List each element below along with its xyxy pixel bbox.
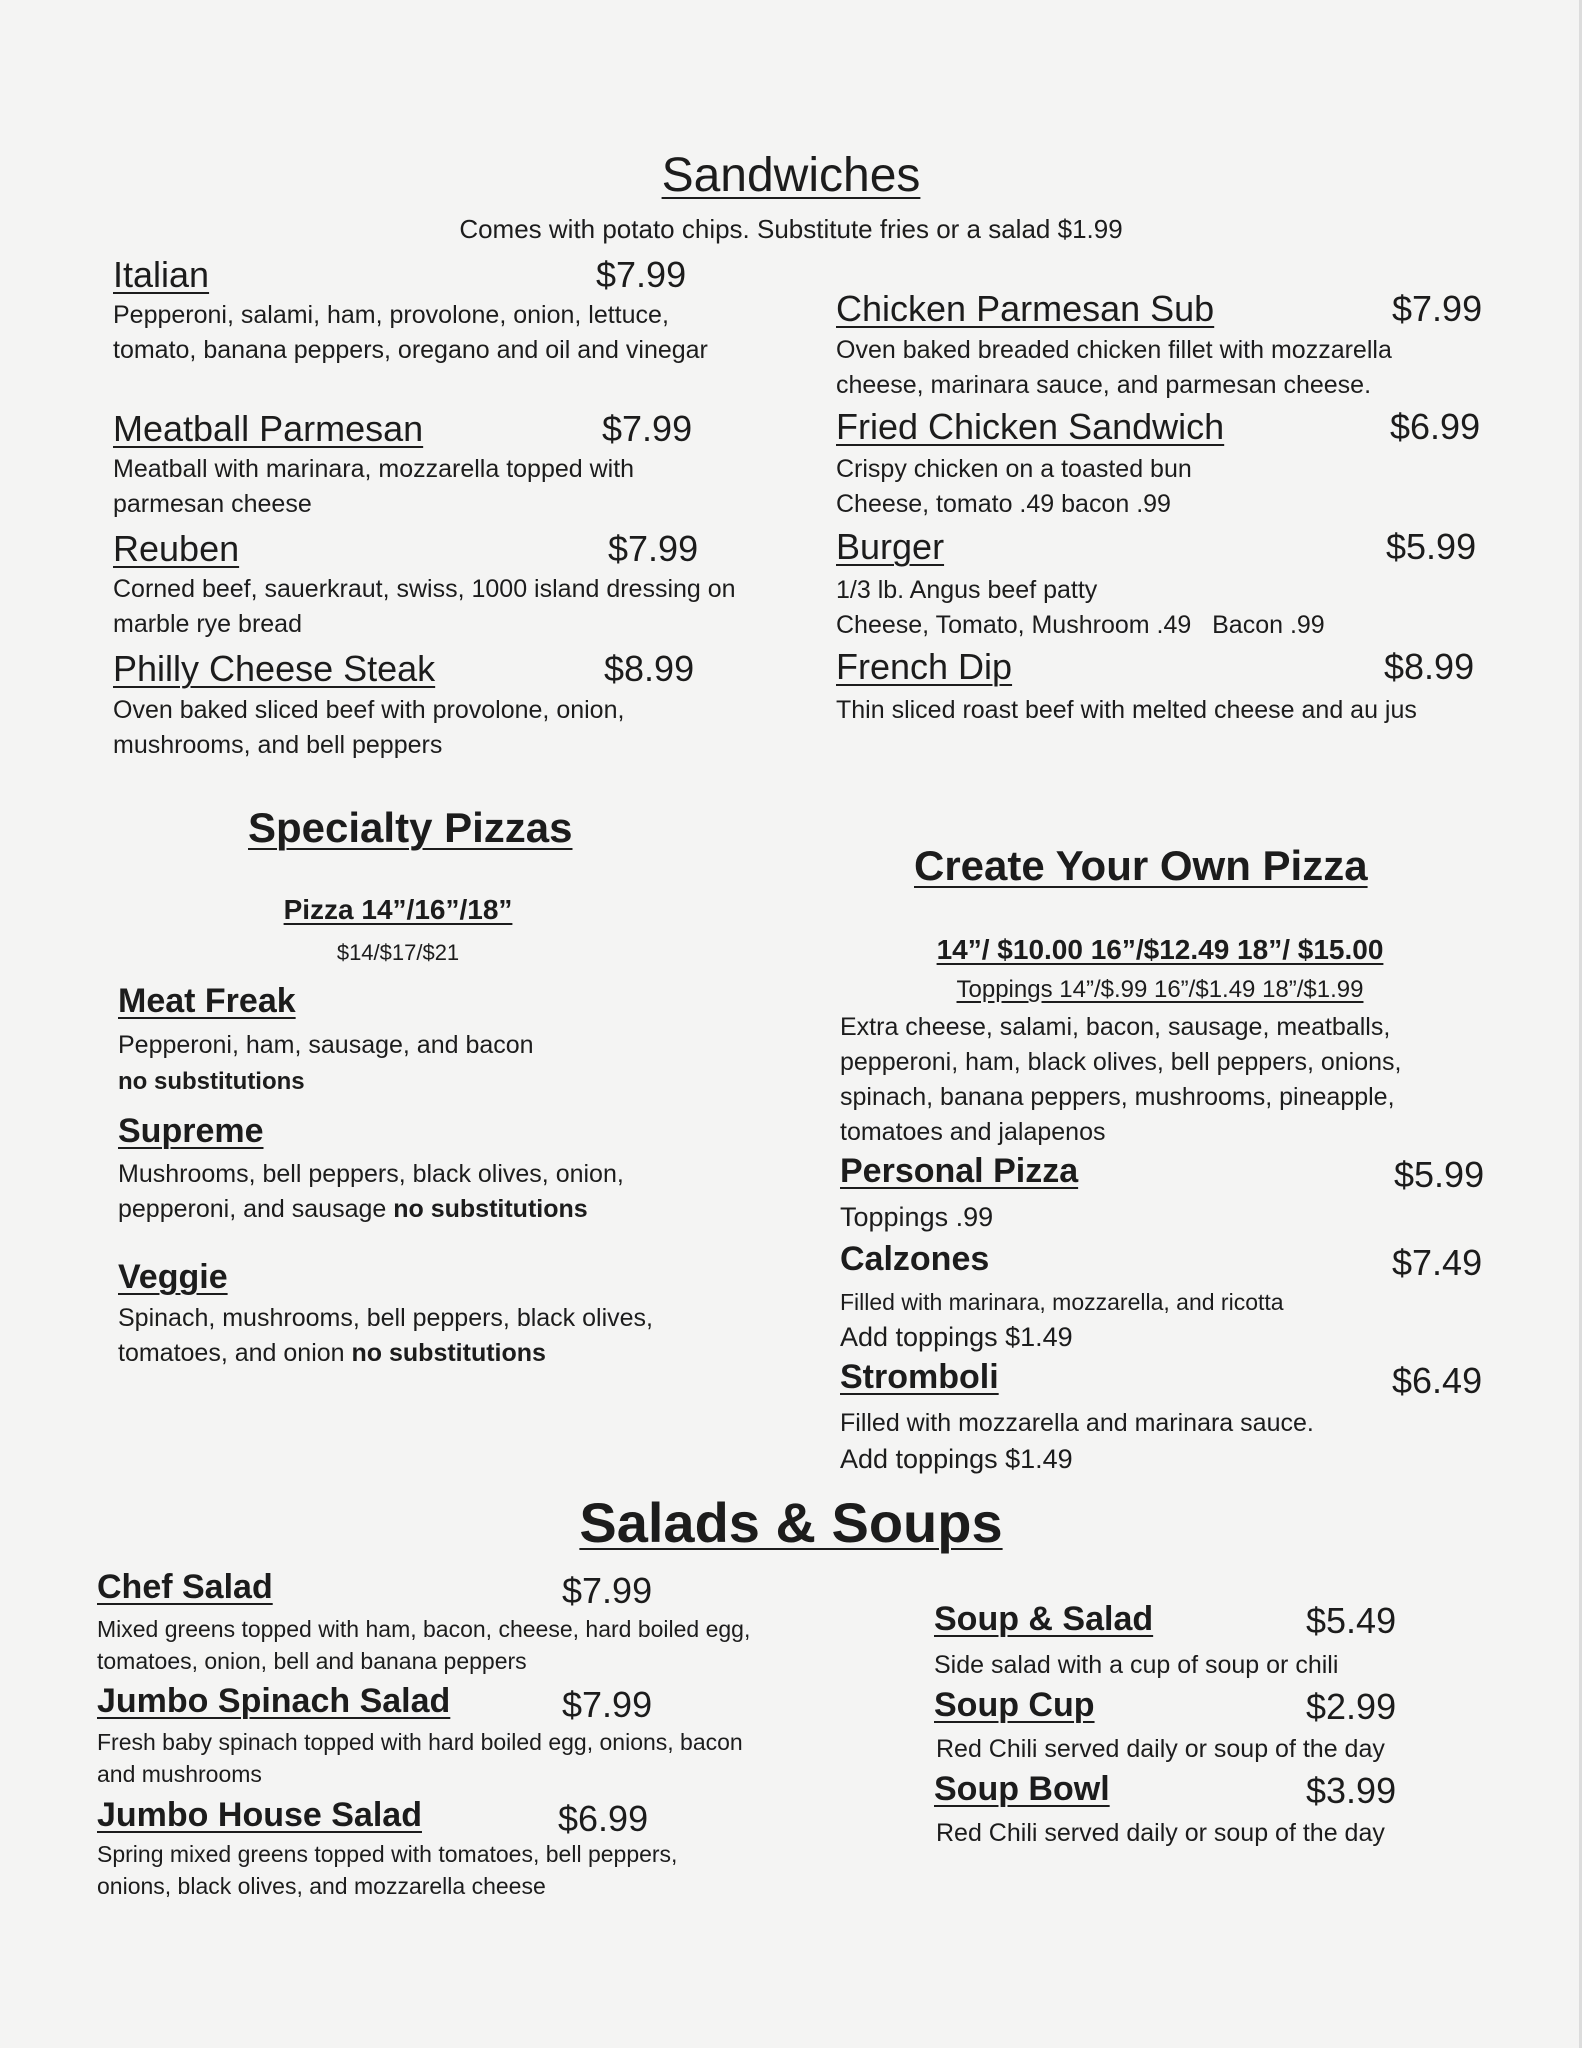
- item-name-meatball-parmesan: Meatball Parmesan: [113, 408, 424, 449]
- pizza-desc-meat-freak: Pepperoni, ham, sausage, and bacon: [118, 1031, 534, 1059]
- item-price-calzones: $7.49: [1392, 1242, 1483, 1283]
- item-name-reuben: Reuben: [113, 528, 240, 569]
- item-name-chef-salad: Chef Salad: [97, 1568, 273, 1606]
- item-name-calzones: Calzones: [840, 1240, 990, 1278]
- item-price-jumbo-house-salad: $6.99: [558, 1798, 649, 1839]
- item-name-philly-cheese-steak: Philly Cheese Steak: [113, 648, 436, 689]
- item-name-soup-and-salad: Soup & Salad: [934, 1600, 1154, 1638]
- cyop-title: Create Your Own Pizza: [914, 842, 1368, 889]
- item-desc-burger: 1/3 lb. Angus beef patty: [836, 576, 1098, 604]
- item-price-reuben: $7.99: [608, 528, 699, 569]
- item-price-personal-pizza: $5.99: [1394, 1154, 1485, 1195]
- item-addon-burger: Cheese, Tomato, Mushroom .49 Bacon .99: [836, 611, 1325, 639]
- item-desc-french-dip: Thin sliced roast beef with melted cheese and au jus: [836, 696, 1417, 724]
- pizza-note-veggie: no substitutions: [351, 1339, 546, 1367]
- specialty-title: Specialty Pizzas: [248, 804, 573, 851]
- item-desc-italian: Pepperoni, salami, ham, provolone, onion, lettuce, tomato, banana peppers, oregano and oil and vinegar: [113, 301, 708, 364]
- item-name-chicken-parmesan-sub: Chicken Parmesan Sub: [836, 288, 1215, 329]
- item-price-italian: $7.99: [596, 254, 687, 295]
- item-desc-fried-chicken-sandwich: Crispy chicken on a toasted bun: [836, 455, 1192, 483]
- pizza-name-veggie: Veggie: [118, 1258, 228, 1296]
- pizza-desc-veggie: Spinach, mushrooms, bell peppers, black olives, tomatoes, and onion no substitutions: [118, 1304, 653, 1367]
- item-desc-calzones: Filled with marinara, mozzarella, and ricotta: [840, 1289, 1284, 1315]
- item-name-jumbo-spinach-salad: Jumbo Spinach Salad: [97, 1682, 451, 1720]
- item-desc-reuben: Corned beef, sauerkraut, swiss, 1000 island dressing on marble rye bread: [113, 575, 736, 638]
- cyop-toppings-list: Extra cheese, salami, bacon, sausage, meatballs, pepperoni, ham, black olives, bell peppers, onions, spinach, banana peppers, mushrooms, pineapple, tomatoes and jalapenos: [840, 1013, 1402, 1146]
- item-name-soup-bowl: Soup Bowl: [934, 1770, 1110, 1808]
- item-price-stromboli: $6.49: [1392, 1360, 1483, 1401]
- item-desc-soup-and-salad: Side salad with a cup of soup or chili: [934, 1651, 1339, 1679]
- item-price-chef-salad: $7.99: [562, 1570, 653, 1611]
- cyop-sizes: 14”/ $10.00 16”/$12.49 18”/ $15.00: [936, 934, 1384, 965]
- item-price-jumbo-spinach-salad: $7.99: [562, 1684, 653, 1725]
- item-price-philly-cheese-steak: $8.99: [604, 648, 695, 689]
- pizza-note-supreme: no substitutions: [393, 1195, 588, 1223]
- item-name-italian: Italian: [113, 254, 210, 295]
- pizza-name-supreme: Supreme: [118, 1112, 264, 1150]
- item-name-personal-pizza: Personal Pizza: [840, 1152, 1079, 1190]
- item-addon-calzones: Add toppings $1.49: [840, 1322, 1073, 1352]
- sandwiches-subtitle: Comes with potato chips. Substitute fries or a salad $1.99: [459, 214, 1123, 244]
- item-price-meatball-parmesan: $7.99: [602, 408, 693, 449]
- item-desc-jumbo-spinach-salad: Fresh baby spinach topped with hard boiled egg, onions, bacon and mushrooms: [97, 1729, 743, 1787]
- item-name-french-dip: French Dip: [836, 646, 1013, 687]
- item-desc-chef-salad: Mixed greens topped with ham, bacon, cheese, hard boiled egg, tomatoes, onion, bell and banana peppers: [97, 1616, 751, 1674]
- item-desc-stromboli: Filled with mozzarella and marinara sauce.: [840, 1409, 1314, 1437]
- item-price-soup-bowl: $3.99: [1306, 1770, 1397, 1811]
- sandwiches-title: Sandwiches: [661, 149, 921, 202]
- pizza-desc-supreme: Mushrooms, bell peppers, black olives, onion, pepperoni, and sausage no substitutions: [118, 1160, 624, 1223]
- item-price-soup-and-salad: $5.49: [1306, 1600, 1397, 1641]
- item-name-burger: Burger: [836, 526, 945, 567]
- specialty-size-prices: $14/$17/$21: [336, 940, 460, 965]
- item-desc-philly-cheese-steak: Oven baked sliced beef with provolone, onion, mushrooms, and bell peppers: [113, 696, 625, 759]
- item-desc-meatball-parmesan: Meatball with marinara, mozzarella topped with parmesan cheese: [113, 455, 635, 518]
- item-addon-stromboli: Add toppings $1.49: [840, 1444, 1073, 1474]
- item-desc-soup-bowl: Red Chili served daily or soup of the day: [936, 1819, 1385, 1847]
- salads-title: Salads & Soups: [579, 1491, 1003, 1554]
- item-name-jumbo-house-salad: Jumbo House Salad: [97, 1796, 422, 1834]
- cyop-toppings-price: Toppings 14”/$.99 16”/$1.49 18”/$1.99: [956, 976, 1364, 1003]
- specialty-size-label: Pizza 14”/16”/18”: [283, 894, 513, 925]
- item-desc-soup-cup: Red Chili served daily or soup of the day: [936, 1735, 1385, 1763]
- item-name-soup-cup: Soup Cup: [934, 1686, 1095, 1724]
- pizza-note-meat-freak: no substitutions: [118, 1068, 305, 1095]
- item-price-soup-cup: $2.99: [1306, 1686, 1397, 1727]
- item-desc-personal-pizza: Toppings .99: [840, 1202, 994, 1232]
- item-desc-chicken-parmesan-sub: Oven baked breaded chicken fillet with mozzarella cheese, marinara sauce, and parmesan cheese.: [836, 336, 1392, 399]
- item-name-fried-chicken-sandwich: Fried Chicken Sandwich: [836, 406, 1225, 447]
- item-name-stromboli: Stromboli: [840, 1358, 999, 1396]
- item-price-fried-chicken-sandwich: $6.99: [1390, 406, 1481, 447]
- item-price-french-dip: $8.99: [1384, 646, 1475, 687]
- item-desc-jumbo-house-salad: Spring mixed greens topped with tomatoes, bell peppers, onions, black olives, and mozzarella cheese: [97, 1841, 678, 1899]
- item-price-chicken-parmesan-sub: $7.99: [1392, 288, 1483, 329]
- item-price-burger: $5.99: [1386, 526, 1477, 567]
- item-addon-fried-chicken-sandwich: Cheese, tomato .49 bacon .99: [836, 490, 1171, 518]
- pizza-name-meat-freak: Meat Freak: [118, 982, 296, 1020]
